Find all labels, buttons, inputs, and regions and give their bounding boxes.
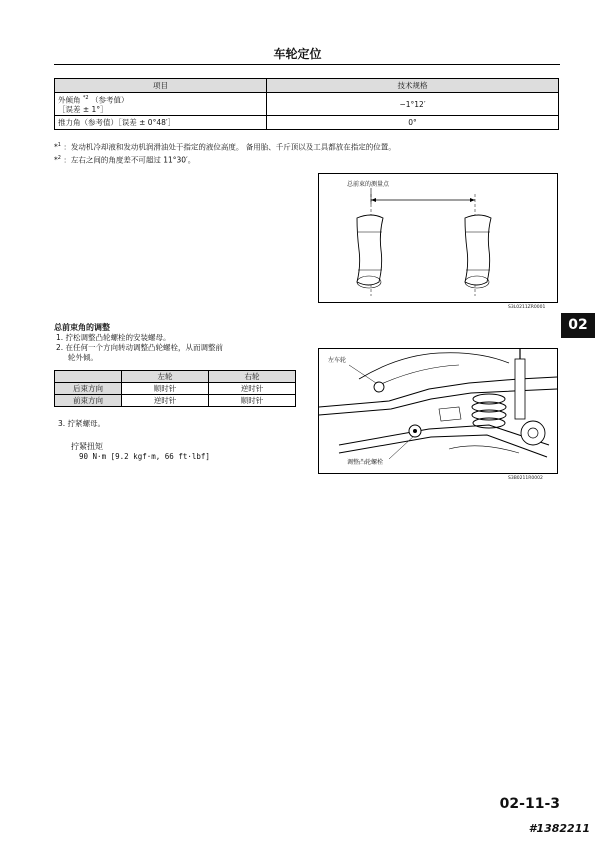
torque-value: 90 N·m [9.2 kgf·m, 66 ft·lbf] [79, 452, 210, 461]
page-number: 02-11-3 [499, 796, 560, 812]
spec-cell-value: −1°12′ [267, 93, 559, 116]
spec-row [55, 116, 559, 130]
footnote-mark: * [54, 155, 58, 164]
figure2-label-bottom: 调整凸轮螺栓 [347, 459, 384, 466]
direction-row [55, 383, 296, 395]
step-item: 轮外倾。 [56, 353, 98, 362]
direction-header-left: 左轮 [122, 371, 209, 383]
footnote-text: ：左右之间的角度差不可超过 11°30′。 [63, 155, 196, 164]
document-stamp: #1382211 [528, 822, 590, 835]
title-rule [54, 64, 560, 65]
figure1-label: 总前束的测量点 [347, 181, 390, 188]
chapter-tab: 02 [561, 313, 595, 338]
direction-table [54, 370, 296, 407]
spec-header-value: 技术规格 [267, 79, 559, 93]
wheels-illustration [319, 174, 557, 302]
toe-measurement-figure [318, 173, 558, 303]
spec-cell-item [55, 93, 267, 116]
figure1-code: S3L0211ZR0001 [508, 305, 546, 310]
step-item: 1. 拧松调整凸轮螺栓的安装螺母。 [56, 333, 171, 342]
spec-cell-value: 0° [267, 116, 559, 130]
direction-header-blank [55, 371, 122, 383]
spec-table [54, 78, 559, 130]
spec-row [55, 93, 559, 116]
page-title: 车轮定位 [273, 47, 322, 61]
footnote-sup: 1 [57, 142, 61, 148]
footnote [54, 153, 396, 166]
direction-cell: 逆时针 [122, 395, 209, 407]
footnote-sup: 2 [57, 154, 61, 161]
footnote [54, 140, 396, 153]
spec-cell-item: 推力角（参考值）［误差 ± 0°48′］ [55, 116, 267, 130]
footnotes [54, 140, 396, 165]
suspension-illustration [319, 349, 557, 473]
direction-header-right: 右轮 [209, 371, 296, 383]
footnote-mark: * [54, 142, 58, 152]
figure2-code: S3B0211R0002 [508, 476, 543, 481]
direction-cell: 顺时针 [122, 383, 209, 395]
footnote-text: ：发动机冷却液和发动机润滑油处于指定的液位高度。 备用胎、千斤顶以及工具都放在指定的位置。 [63, 142, 396, 152]
spec-item-main: 外倾角 [58, 95, 81, 105]
direction-cell: 顺时针 [209, 395, 296, 407]
direction-row-label: 前束方向 [55, 395, 122, 407]
direction-row [55, 395, 296, 407]
spec-item-tol: ［误差 ± 1°］ [58, 104, 108, 114]
spec-item-ref: （参考值） [90, 95, 129, 105]
spec-header-item: 项目 [55, 79, 267, 93]
step-item: 3. 拧紧螺母。 [58, 419, 106, 428]
step-item: 2. 在任何一个方向转动调整凸轮螺栓，从而调整前 [56, 343, 224, 352]
torque-title: 拧紧扭矩 [71, 442, 103, 451]
section-title: 总前束角的调整 [54, 323, 110, 332]
direction-header-row [55, 371, 296, 383]
figure2-label-top: 左车轮 [328, 357, 347, 364]
direction-row-label: 后束方向 [55, 383, 122, 395]
spec-header-row [55, 79, 559, 93]
spec-item-sup: *2 [82, 95, 89, 102]
direction-cell: 逆时针 [209, 383, 296, 395]
steps-list [56, 333, 223, 363]
cam-bolt-figure [318, 348, 558, 474]
